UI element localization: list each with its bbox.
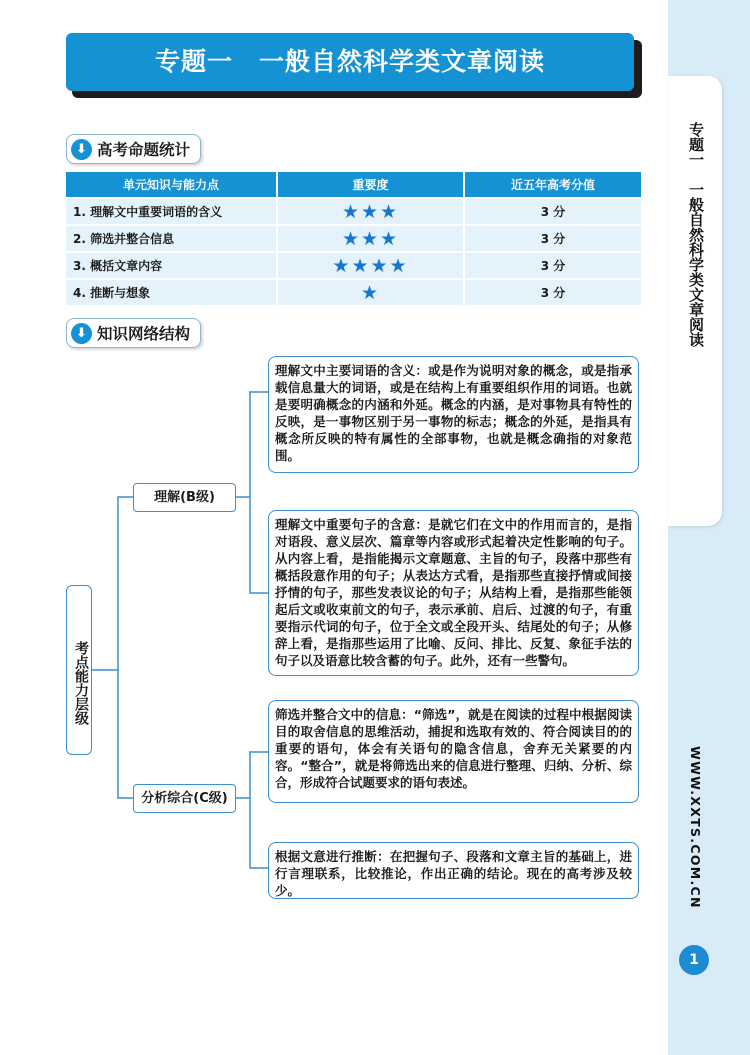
section-title: 高考命题统计 bbox=[97, 141, 191, 159]
table-cell-score: 3 分 bbox=[465, 226, 641, 251]
importance-stars: ★★★ bbox=[278, 199, 465, 224]
column-header: 近五年高考分值 bbox=[465, 172, 641, 197]
concept-box: 筛选并整合文中的信息：“筛选”，就是在阅读的过程中根据阅读目的取舍信息的思维活动，捕捉和选取有效的、符合阅读目的的重要的语句，体会有关语句的隐含信息，舍弃无关紧要的内容。“整合”，就是将筛选出来的信息进行整理、归纳、分析、综合，形成符合试题要求的语句表述。 bbox=[268, 700, 639, 803]
tree-root: 考点能力层级 bbox=[66, 585, 92, 755]
page-number: 1 bbox=[679, 945, 709, 975]
table-cell-item: 1. 理解文中重要词语的含义 bbox=[66, 199, 278, 224]
page-title: 专题一 一般自然科学类文章阅读 bbox=[66, 33, 634, 91]
chapter-tab-text: 专题一 一般自然科学类文章阅读 bbox=[687, 122, 705, 347]
importance-stars: ★★★★ bbox=[278, 253, 465, 278]
level-analysis: 分析综合(C级) bbox=[133, 784, 236, 813]
website-url: WWW.XXTS.COM.CN bbox=[688, 746, 703, 909]
table-cell-score: 3 分 bbox=[465, 280, 641, 305]
table-cell-item: 3. 概括文章内容 bbox=[66, 253, 278, 278]
connector-level1-boxes bbox=[234, 392, 268, 593]
importance-stars: ★ bbox=[278, 280, 465, 305]
level-understanding: 理解(B级) bbox=[133, 483, 236, 512]
connector-root-level2 bbox=[118, 670, 133, 798]
table-cell-item: 4. 推断与想象 bbox=[66, 280, 278, 305]
connector-level2-boxes bbox=[234, 752, 268, 868]
table-cell-score: 3 分 bbox=[465, 199, 641, 224]
importance-stars: ★★★ bbox=[278, 226, 465, 251]
section-title: 知识网络结构 bbox=[97, 325, 191, 343]
concept-box: 理解文中重要句子的含意：是就它们在文中的作用而言的，是指对语段、意义层次、篇章等内容或形式起着决定性影响的句子。从内容上看，是指能揭示文章题意、主旨的句子，段落中那些有概括段意作用的句子；从表达方式看，是指那些直接抒情或间接抒情的句子，那些发表议论的句子；从结构上看，是指那些能领起后文或收束前文的句子，表示承前、启后、过渡的句子，有重要指示代词的句子，位于全文或全段开头、结尾处的句子；从修辞上看，是指那些运用了比喻、反问、排比、反复、象征手法的句子以及语意比较含蓄的句子。此外，还有一些警句。 bbox=[268, 510, 639, 676]
table-cell-score: 3 分 bbox=[465, 253, 641, 278]
concept-box: 根据文意进行推断：在把握句子、段落和文章主旨的基础上，进行言理联系，比较推论，作出正确的结论。现在的高考涉及较少。 bbox=[268, 842, 639, 899]
concept-box: 理解文中主要词语的含义：或是作为说明对象的概念，或是指承载信息量大的词语，或是在结构上有重要组织作用的词语。也就是要明确概念的内涵和外延。概念的内涵，是对事物具有特性的反映，是一事物区别于另一事物的标志；概念的外延，是指具有概念所反映的特有属性的全部事物，也就是概念确指的对象范围。 bbox=[268, 356, 639, 473]
arrow-down-icon: ⬇ bbox=[71, 139, 92, 160]
column-header: 重要度 bbox=[278, 172, 465, 197]
table-cell-item: 2. 筛选并整合信息 bbox=[66, 226, 278, 251]
arrow-down-icon: ⬇ bbox=[71, 323, 92, 344]
column-header: 单元知识与能力点 bbox=[66, 172, 278, 197]
connector-root-level1 bbox=[92, 497, 133, 670]
